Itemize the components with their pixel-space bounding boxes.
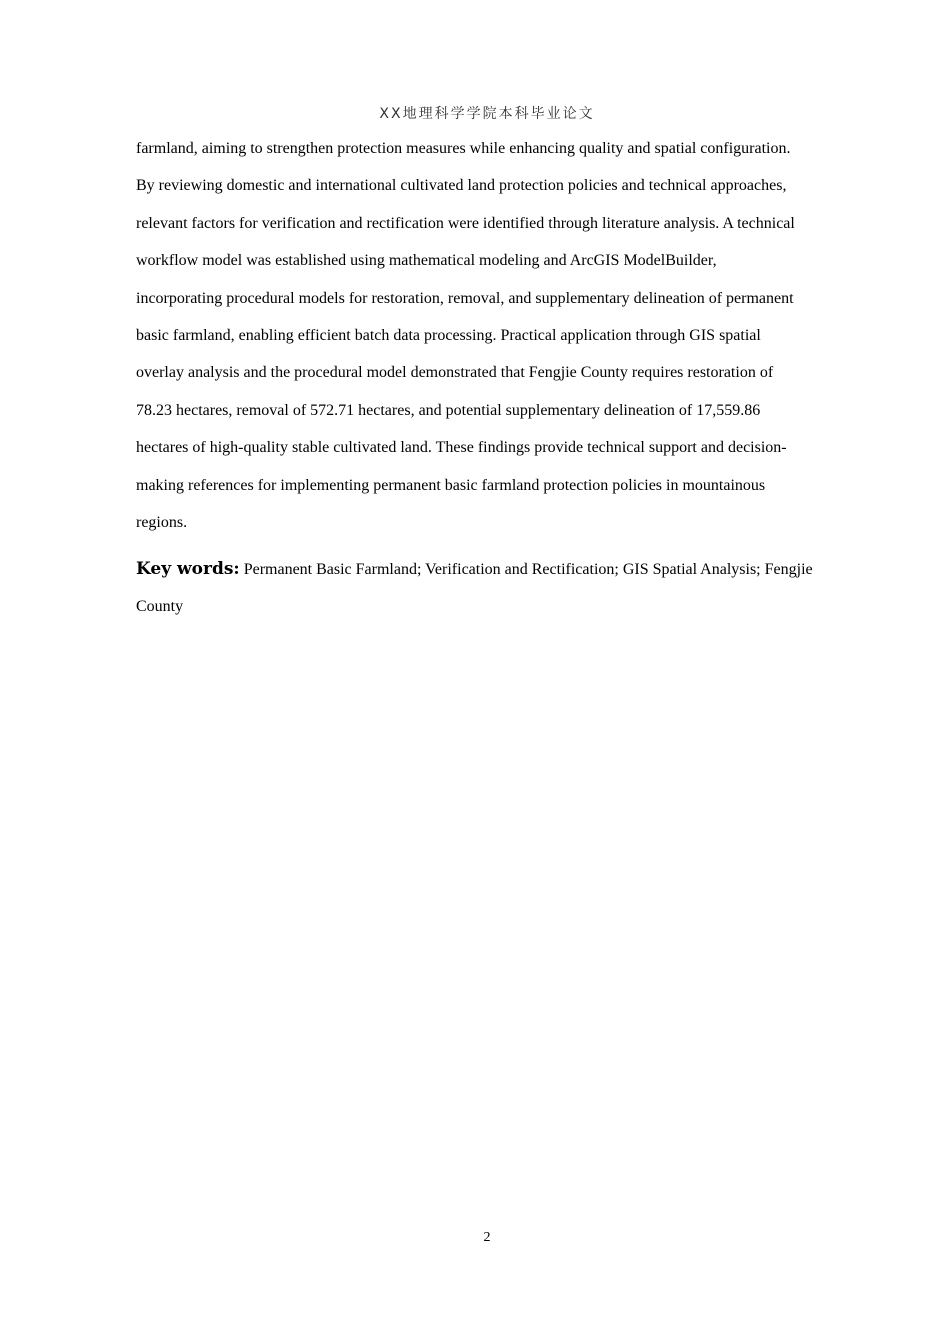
abstract-line: making references for implementing permanent basic farmland protection policies in mountainous	[136, 476, 766, 494]
abstract-line: hectares of high-quality stable cultivated land. These findings provide technical support and decision-	[136, 439, 787, 457]
abstract-line: farmland, aiming to strengthen protection measures while enhancing quality and spatial configuration.	[136, 140, 791, 157]
keywords-section	[136, 551, 856, 626]
abstract-line: overlay analysis and the procedural model demonstrated that Fengjie County requires restoration of	[136, 364, 774, 382]
abstract-body	[136, 130, 842, 541]
abstract-line: basic farmland, enabling efficient batch data processing. Practical application through GIS spatial	[136, 326, 761, 344]
abstract-line: incorporating procedural models for restoration, removal, and supplementary delineation of permanent	[136, 289, 794, 307]
page-number: 2	[483, 1230, 491, 1245]
abstract-line: By reviewing domestic and international cultivated land protection policies and technical approaches,	[136, 177, 787, 195]
page-header: XX地理科学学院本科毕业论文	[379, 106, 595, 122]
abstract-line: 78.23 hectares, removal of 572.71 hectares, and potential supplementary delineation of 17,559.86	[136, 401, 761, 419]
keywords-line	[136, 551, 856, 588]
abstract-line: workflow model was established using mathematical modeling and ArcGIS ModelBuilder,	[136, 252, 717, 270]
abstract-line: regions.	[136, 513, 188, 531]
keywords-label: Key words:	[136, 559, 240, 579]
abstract-line: relevant factors for verification and rectification were identified through literature analysis. A technical	[136, 214, 795, 232]
keywords-line-continued: County	[136, 598, 184, 616]
keywords-values: Permanent Basic Farmland; Verification and Rectification; GIS Spatial Analysis; Fengjie	[239, 561, 813, 578]
